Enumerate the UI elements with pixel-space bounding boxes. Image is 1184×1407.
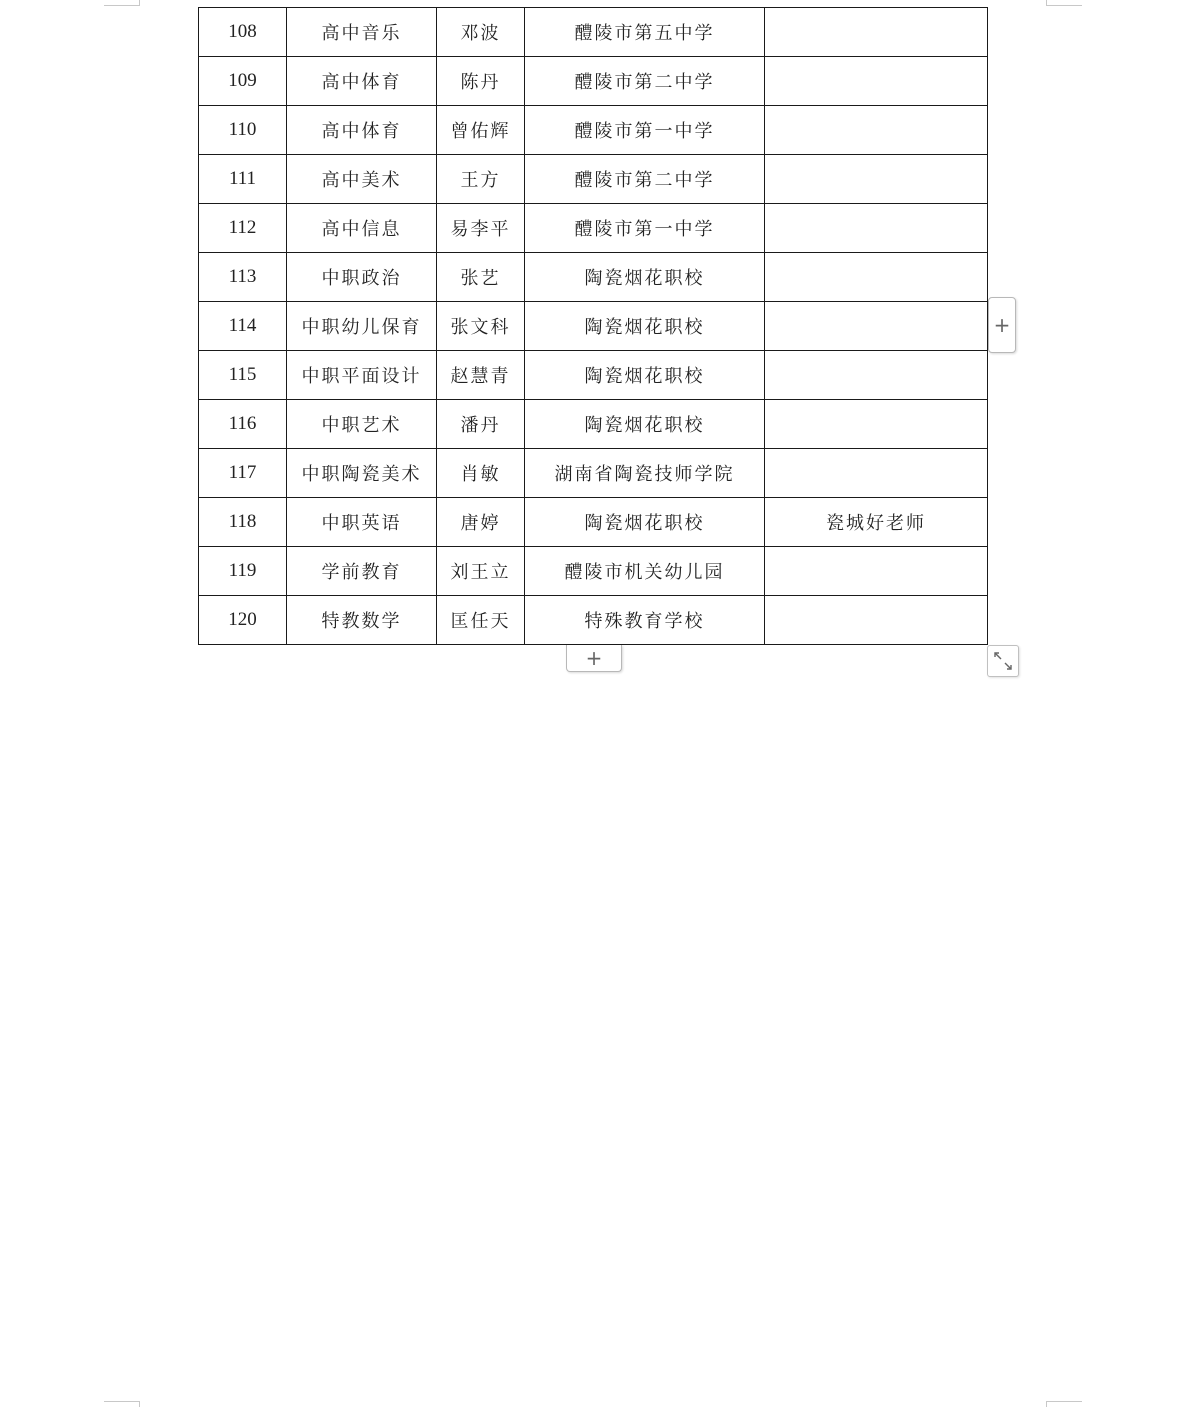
cell-honor[interactable]	[765, 8, 988, 57]
add-column-button[interactable]	[566, 645, 622, 672]
cell-teacher-name[interactable]: 王方	[437, 155, 525, 204]
table-row	[199, 498, 988, 547]
cell-honor[interactable]	[765, 449, 988, 498]
cell-honor[interactable]	[765, 400, 988, 449]
table-row	[199, 547, 988, 596]
cell-number[interactable]: 112	[199, 204, 287, 253]
cell-subject[interactable]: 中职幼儿保育	[287, 302, 437, 351]
cell-honor[interactable]	[765, 253, 988, 302]
table-row	[199, 57, 988, 106]
cell-number[interactable]: 109	[199, 57, 287, 106]
cell-school[interactable]: 醴陵市第二中学	[525, 155, 765, 204]
cell-number[interactable]: 116	[199, 400, 287, 449]
cell-number[interactable]: 110	[199, 106, 287, 155]
page-corner-mark-top-left	[104, 0, 140, 6]
cell-teacher-name[interactable]: 唐婷	[437, 498, 525, 547]
table-row	[199, 400, 988, 449]
add-row-button[interactable]	[988, 297, 1016, 353]
cell-honor[interactable]	[765, 547, 988, 596]
table-row	[199, 253, 988, 302]
cell-honor[interactable]	[765, 155, 988, 204]
table-resize-handle[interactable]	[987, 645, 1019, 677]
cell-teacher-name[interactable]: 易李平	[437, 204, 525, 253]
cell-school[interactable]: 醴陵市第一中学	[525, 204, 765, 253]
cell-honor[interactable]	[765, 57, 988, 106]
cell-number[interactable]: 108	[199, 8, 287, 57]
page-corner-mark-bottom-right	[1046, 1401, 1082, 1407]
cell-number[interactable]: 111	[199, 155, 287, 204]
cell-school[interactable]: 陶瓷烟花职校	[525, 351, 765, 400]
cell-teacher-name[interactable]: 肖敏	[437, 449, 525, 498]
table-row	[199, 351, 988, 400]
cell-school[interactable]: 醴陵市第五中学	[525, 8, 765, 57]
cell-teacher-name[interactable]: 张艺	[437, 253, 525, 302]
cell-school[interactable]: 湖南省陶瓷技师学院	[525, 449, 765, 498]
cell-number[interactable]: 115	[199, 351, 287, 400]
page-corner-mark-top-right	[1046, 0, 1082, 6]
resize-icon	[992, 650, 1014, 672]
cell-subject[interactable]: 高中美术	[287, 155, 437, 204]
cell-school[interactable]: 特殊教育学校	[525, 596, 765, 645]
cell-number[interactable]: 120	[199, 596, 287, 645]
cell-subject[interactable]: 中职艺术	[287, 400, 437, 449]
cell-subject[interactable]: 特教数学	[287, 596, 437, 645]
table-row	[199, 302, 988, 351]
cell-teacher-name[interactable]: 刘王立	[437, 547, 525, 596]
cell-subject[interactable]: 中职政治	[287, 253, 437, 302]
page-corner-mark-bottom-left	[104, 1401, 140, 1407]
cell-school[interactable]: 醴陵市第一中学	[525, 106, 765, 155]
cell-teacher-name[interactable]: 张文科	[437, 302, 525, 351]
cell-number[interactable]: 118	[199, 498, 287, 547]
cell-school[interactable]: 醴陵市机关幼儿园	[525, 547, 765, 596]
cell-school[interactable]: 陶瓷烟花职校	[525, 302, 765, 351]
cell-teacher-name[interactable]: 潘丹	[437, 400, 525, 449]
cell-honor[interactable]	[765, 302, 988, 351]
cell-subject[interactable]: 中职英语	[287, 498, 437, 547]
cell-school[interactable]: 醴陵市第二中学	[525, 57, 765, 106]
cell-honor[interactable]	[765, 351, 988, 400]
cell-subject[interactable]: 高中体育	[287, 106, 437, 155]
cell-number[interactable]: 117	[199, 449, 287, 498]
table-row	[199, 155, 988, 204]
cell-school[interactable]: 陶瓷烟花职校	[525, 253, 765, 302]
table-row	[199, 449, 988, 498]
cell-teacher-name[interactable]: 陈丹	[437, 57, 525, 106]
table-row	[199, 106, 988, 155]
cell-teacher-name[interactable]: 邓波	[437, 8, 525, 57]
table-body	[199, 8, 988, 645]
table-row	[199, 204, 988, 253]
table-row	[199, 596, 988, 645]
cell-school[interactable]: 陶瓷烟花职校	[525, 498, 765, 547]
plus-icon: +	[585, 646, 603, 670]
cell-subject[interactable]: 中职平面设计	[287, 351, 437, 400]
cell-subject[interactable]: 高中音乐	[287, 8, 437, 57]
cell-subject[interactable]: 高中信息	[287, 204, 437, 253]
cell-subject[interactable]: 中职陶瓷美术	[287, 449, 437, 498]
cell-honor[interactable]	[765, 106, 988, 155]
cell-honor[interactable]	[765, 204, 988, 253]
cell-number[interactable]: 113	[199, 253, 287, 302]
cell-number[interactable]: 114	[199, 302, 287, 351]
cell-teacher-name[interactable]: 曾佑辉	[437, 106, 525, 155]
cell-subject[interactable]: 高中体育	[287, 57, 437, 106]
cell-teacher-name[interactable]: 匡任天	[437, 596, 525, 645]
cell-teacher-name[interactable]: 赵慧青	[437, 351, 525, 400]
award-table	[198, 7, 988, 645]
cell-subject[interactable]: 学前教育	[287, 547, 437, 596]
cell-school[interactable]: 陶瓷烟花职校	[525, 400, 765, 449]
table-row	[199, 8, 988, 57]
cell-honor[interactable]: 瓷城好老师	[765, 498, 988, 547]
cell-number[interactable]: 119	[199, 547, 287, 596]
plus-icon: +	[993, 313, 1011, 337]
cell-honor[interactable]	[765, 596, 988, 645]
